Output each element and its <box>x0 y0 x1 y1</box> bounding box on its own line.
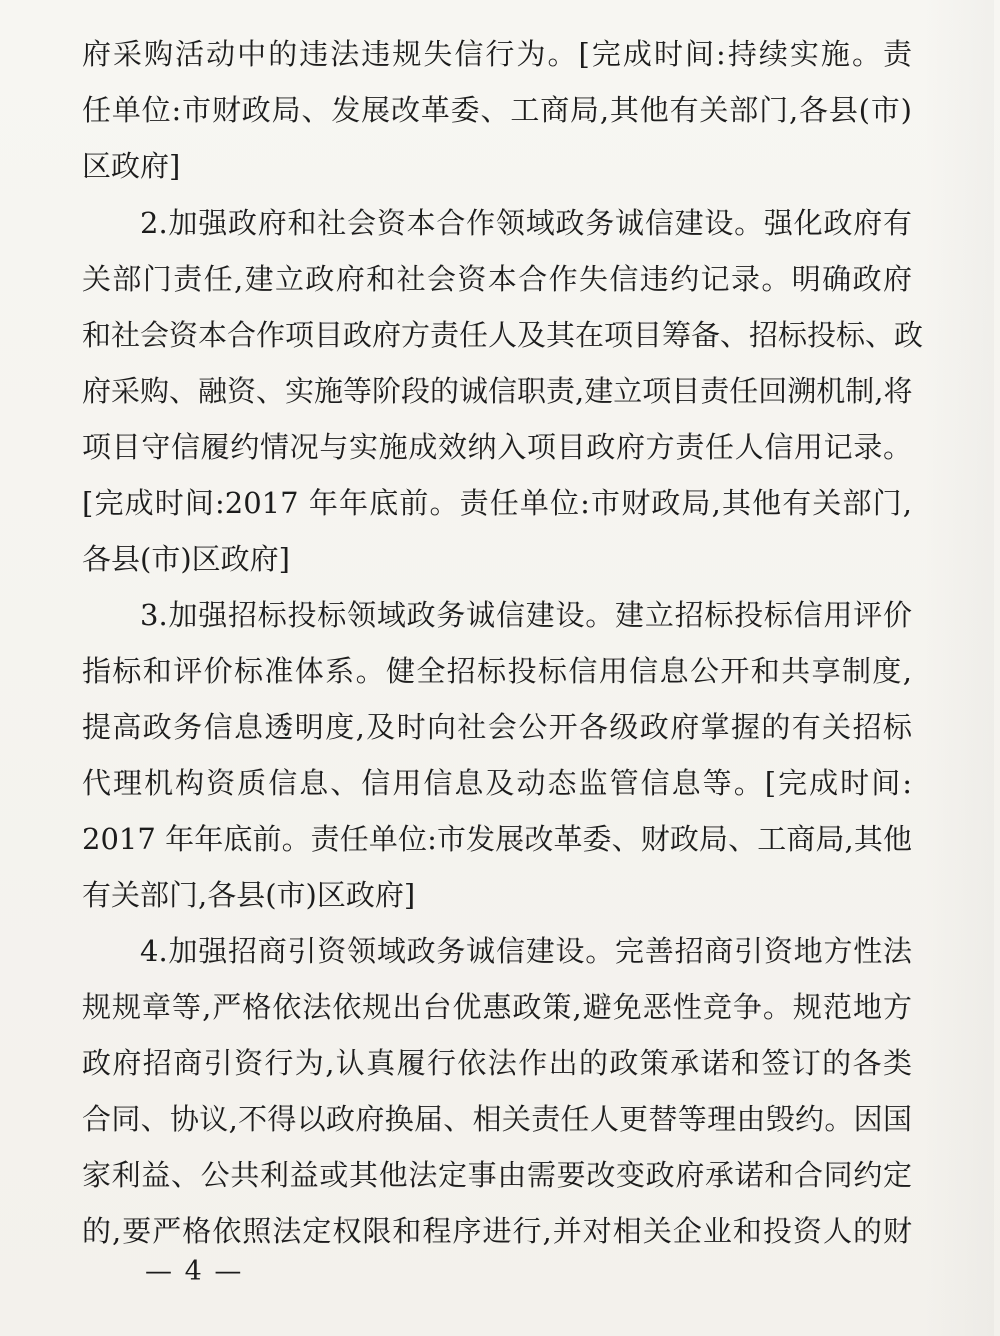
text-line: 有关部门,各县(市)区政府] <box>82 878 416 912</box>
text-line: 任单位:市财政局、发展改革委、工商局,其他有关部门,各县(市) <box>82 93 912 127</box>
text-line: 政府招商引资行为,认真履行依法作出的政策承诺和签订的各类 <box>82 1046 912 1080</box>
paragraph-3-first-line: 3.加强招标投标领域政务诚信建设。建立招标投标信用评价 <box>140 598 912 632</box>
text-line: 府采购活动中的违法违规失信行为。[完成时间:持续实施。责 <box>82 37 912 71</box>
text-line: 合同、协议,不得以政府换届、相关责任人更替等理由毁约。因国 <box>82 1102 912 1136</box>
paragraph-4-first-line: 4.加强招商引资领域政务诚信建设。完善招商引资地方性法 <box>140 934 912 968</box>
text-line: 和社会资本合作项目政府方责任人及其在项目筹备、招标投标、政 <box>82 318 924 352</box>
text-line: 提高政务信息透明度,及时向社会公开各级政府掌握的有关招标 <box>82 710 912 744</box>
text-line: 各县(市)区政府] <box>82 542 290 576</box>
text-line: 府采购、融资、实施等阶段的诚信职责,建立项目责任回溯机制,将 <box>82 374 913 408</box>
text-line: 项目守信履约情况与实施成效纳入项目政府方责任人信用记录。 <box>82 430 912 464</box>
text-line: 代理机构资质信息、信用信息及动态监管信息等。[完成时间: <box>82 766 912 800</box>
scan-bleed-through <box>924 0 994 1336</box>
text-line: [完成时间:2017 年年底前。责任单位:市财政局,其他有关部门, <box>82 486 912 520</box>
text-line: 2017 年年底前。责任单位:市发展改革委、财政局、工商局,其他 <box>82 822 912 856</box>
text-line: 关部门责任,建立政府和社会资本合作失信违约记录。明确政府 <box>82 262 912 296</box>
text-line: 的,要严格依照法定权限和程序进行,并对相关企业和投资人的财 <box>82 1214 912 1248</box>
text-line: 指标和评价标准体系。健全招标投标信用信息公开和共享制度, <box>82 654 912 688</box>
paragraph-2-first-line: 2.加强政府和社会资本合作领域政务诚信建设。强化政府有 <box>140 206 912 240</box>
page-number: — 4 — <box>145 1256 244 1287</box>
text-line: 区政府] <box>82 149 181 183</box>
text-line: 家利益、公共利益或其他法定事由需要改变政府承诺和合同约定 <box>82 1158 912 1192</box>
text-line: 规规章等,严格依法依规出台优惠政策,避免恶性竞争。规范地方 <box>82 990 912 1024</box>
